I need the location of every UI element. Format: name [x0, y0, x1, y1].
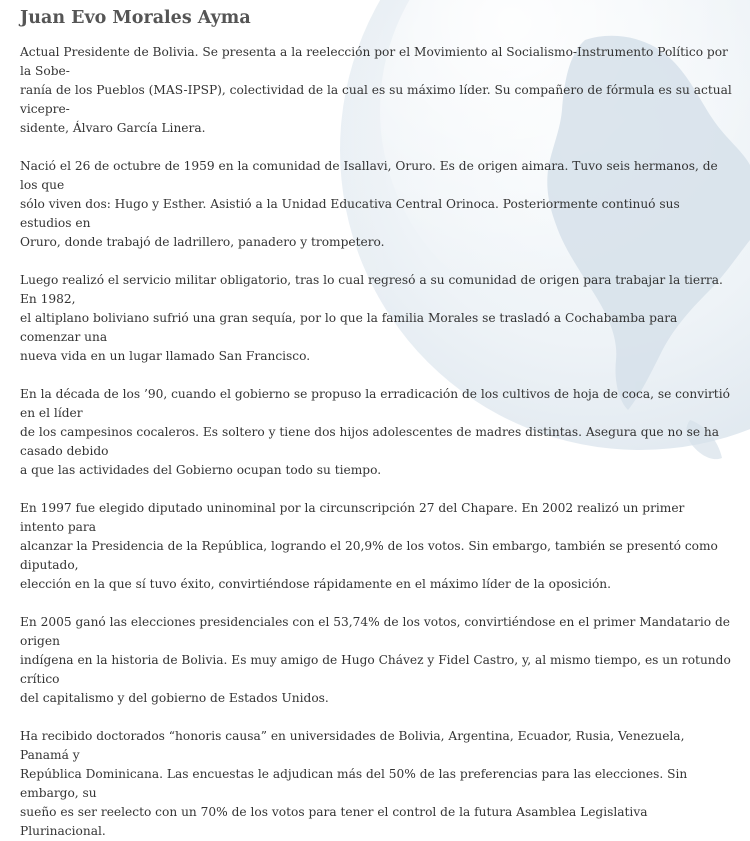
paragraph-doctorates [20, 727, 732, 841]
text-line: Ha recibido doctorados “honoris causa” en universidades de Bolivia, Argentina, Ecuador, Rusia, Venezuela, Panamá y [20, 729, 685, 762]
text-line: a que las actividades del Gobierno ocupan todo su tiempo. [20, 463, 382, 477]
text-line: del capitalismo y del gobierno de Estados Unidos. [20, 691, 329, 705]
text-line: el altiplano boliviano sufrió una gran sequía, por lo que la familia Morales se trasladó a Cochabamba para comenzar una [20, 311, 678, 344]
paragraph-birth [20, 157, 732, 252]
paragraph-deputy [20, 499, 732, 594]
article [20, 6, 732, 841]
text-line: indígena en la historia de Bolivia. Es muy amigo de Hugo Chávez y Fidel Castro, y, al mismo tiempo, es un rotundo crítico [20, 653, 731, 686]
text-line: ranía de los Pueblos (MAS-IPSP), colectividad de la cual es su máximo líder. Su compañero de fórmula es su actual vicepre- [20, 83, 732, 116]
text-line: República Dominicana. Las encuestas le adjudican más del 50% de las preferencias para las elecciones. Sin embargo, su [20, 767, 688, 800]
text-line: En 1997 fue elegido diputado uninominal por la circunscripción 27 del Chapare. En 2002 realizó un primer intento para [20, 501, 685, 534]
text-line: de los campesinos cocaleros. Es soltero y tiene dos hijos adolescentes de madres distintas. Asegura que no se ha casado debido [20, 425, 720, 458]
text-line: En la década de los ’90, cuando el gobierno se propuso la erradicación de los cultivos de hoja de coca, se convirtió en el líder [20, 387, 730, 420]
paragraph-coca-leader [20, 385, 732, 480]
text-line: alcanzar la Presidencia de la República, logrando el 20,9% de los votos. Sin embargo, también se presentó como diputado, [20, 539, 718, 572]
text-line: Nació el 26 de octubre de 1959 en la comunidad de Isallavi, Oruro. Es de origen aimara. Tuvo seis hermanos, de los que [20, 159, 718, 192]
page-title: Juan Evo Morales Ayma [20, 8, 251, 28]
text-line: Actual Presidente de Bolivia. Se presenta a la reelección por el Movimiento al Socialismo-Instrumento Político por la Sobe- [20, 45, 728, 78]
paragraph-intro [20, 43, 732, 138]
text-line: nueva vida en un lugar llamado San Francisco. [20, 349, 311, 363]
text-line: sidente, Álvaro García Linera. [20, 121, 206, 135]
text-line: Luego realizó el servicio militar obligatorio, tras lo cual regresó a su comunidad de origen para trabajar la tierra. En 1982, [20, 273, 723, 306]
text-line: elección en la que sí tuvo éxito, convirtiéndose rápidamente en el máximo líder de la oposición. [20, 577, 612, 591]
text-line: sueño es ser reelecto con un 70% de los votos para tener el control de la futura Asamblea Legislativa Plurinacional. [20, 805, 648, 838]
text-line: Oruro, donde trabajó de ladrillero, panadero y trompetero. [20, 235, 385, 249]
paragraph-military-service [20, 271, 732, 366]
paragraph-presidency [20, 613, 732, 708]
text-line: En 2005 ganó las elecciones presidenciales con el 53,74% de los votos, convirtiéndose en el primer Mandatario de origen [20, 615, 730, 648]
text-line: sólo viven dos: Hugo y Esther. Asistió a la Unidad Educativa Central Orinoca. Posteriormente continuó sus estudios en [20, 197, 680, 230]
